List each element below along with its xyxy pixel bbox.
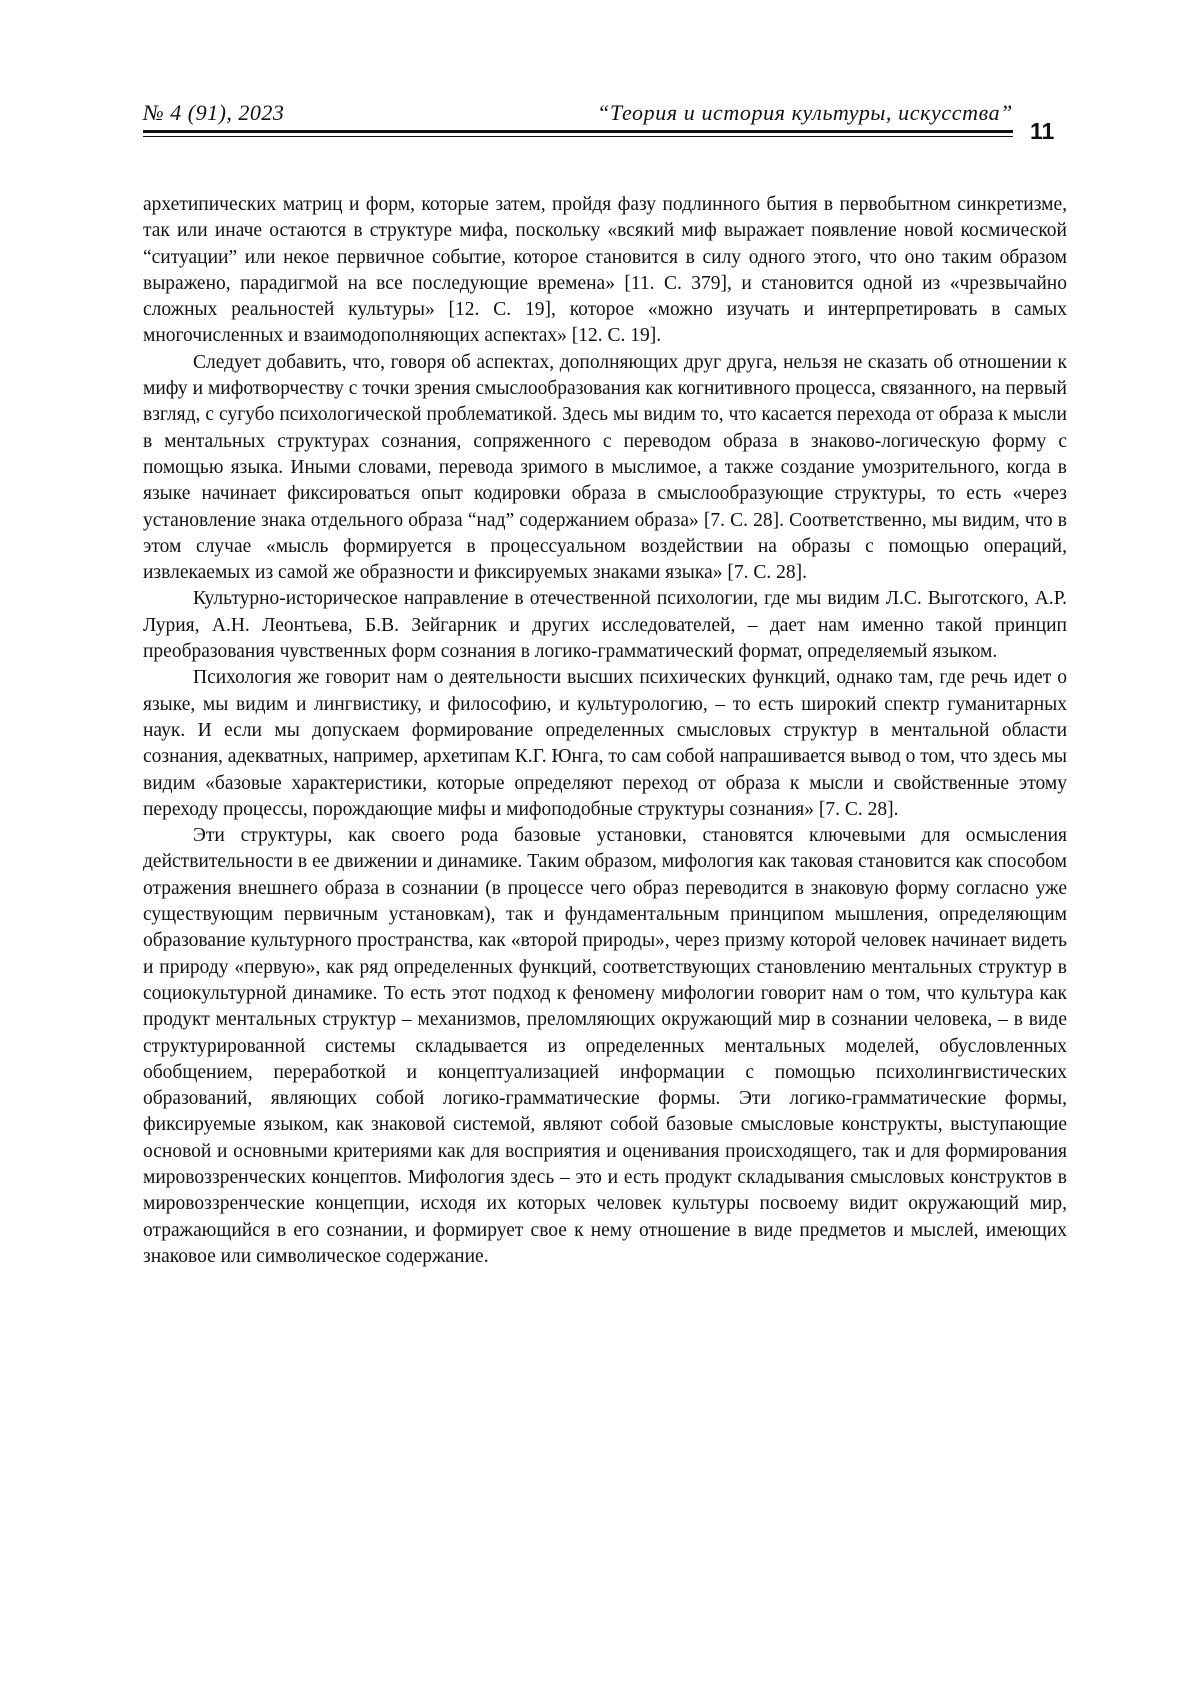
journal-title: “Теория и история культуры, искусства” — [597, 100, 1013, 126]
paragraph-3: Культурно-историческое направление в отечественной психологии, где мы видим Л.С. Выготского, А.Р. Лурия, А.Н. Леонтьева, Б.В. Зейгарник и других исследователей, – дает нам именно такой принцип преобразования чувственных форм сознания в логико-грамматический формат, определяемый языком. — [143, 586, 1067, 665]
header-rule-thin — [143, 136, 1013, 137]
page-number: 11 — [1030, 118, 1054, 145]
paragraph-4: Психология же говорит нам о деятельности высших психических функций, однако там, где речь идет о языке, мы видим и лингвистику, и философию, и культурологию, – то есть широкий спектр гуманитарных наук. И если мы допускаем формирование определенных смысловых структур в ментальной области сознания, адекватных, например, архетипам К.Г. Юнга, то сам собой напрашивается вывод о том, что здесь мы видим «базовые характеристики, которые определяют переход от образа к мысли и свойственные этому переходу процессы, порождающие мифы и мифоподобные структуры сознания» [7. С. 28]. — [143, 665, 1067, 823]
paragraph-5: Эти структуры, как своего рода базовые установки, становятся ключевыми для осмысления действительности в ее движении и динамике. Таким образом, мифология как таковая становится как способом отражения внешнего образа в сознании (в процессе чего образ переводится в знаковую форму согласно уже существующим первичным установкам), так и фундаментальным принципом мышления, определяющим образование культурного пространства, как «второй природы», через призму которой человек начинает видеть и природу «первую», как ряд определенных функций, соответствующих становлению ментальных структур в социокультурной динамике. То есть этот подход к феномену мифологии говорит нам о том, что культура как продукт ментальных структур – механизмов, преломляющих окружающий мир в сознании человека, – в виде структурированной системы складывается из определенных ментальных моделей, обусловленных обобщением, переработкой и концептуализацией информации с помощью психолингвистических образований, являющих собой логико-грамматические формы. Эти логико-грамматические формы, фиксируемые языком, как знаковой системой, являют собой базовые смысловые конструкты, выступающие основой и основными критериями как для восприятия и оценивания происходящего, так и для формирования мировоззренческих концептов. Мифология здесь – это и есть продукт складывания смысловых конструктов в мировоззренческие концепции, исходя их которых человек культуры посвоему видит окружающий мир, отражающийся в его сознании, и формирует свое к нему отношение в виде предметов и мыслей, имеющих знаковое или символическое содержание. — [143, 823, 1067, 1270]
issue-number: № 4 (91), 2023 — [143, 100, 284, 126]
paragraph-2: Следует добавить, что, говоря об аспектах, дополняющих друг друга, нельзя не сказать об отношении к мифу и мифотворчеству с точки зрения смыслообразования как когнитивного процесса, связанного, на первый взгляд, с сугубо психологической проблематикой. Здесь мы видим то, что касается перехода от образа к мысли в ментальных структурах сознания, сопряженного с переводом образа в знаково-логическую форму с помощью языка. Иными словами, перевода зримого в мыслимое, а также создание умозрительного, когда в языке начинает фиксироваться опыт кодировки образа в смыслообразующие структуры, то есть «через установление знака отдельного образа “над” содержанием образа» [7. С. 28]. Соответственно, мы видим, что в этом случае «мысль формируется в процессуальном воздействии на образы с помощью операций, извлекаемых из самой же образности и фиксируемых знаками языка» [7. С. 28]. — [143, 350, 1067, 587]
running-header — [143, 96, 1013, 140]
paragraph-1: архетипических матриц и форм, которые затем, пройдя фазу подлинного бытия в первобытном синкретизме, так или иначе остаются в структуре мифа, поскольку «всякий миф выражает появление новой космической “ситуации” или некое первичное событие, которое становится в силу одного этого, что оно таким образом выражено, парадигмой на все последующие времена» [11. С. 379], и становится одной из «чрезвычайно сложных реальностей культуры» [12. С. 19], которое «можно изучать и интерпретировать в самых многочисленных и взаимодополняющих аспектах» [12. С. 19]. — [143, 192, 1067, 350]
header-rule-thick — [143, 130, 1013, 133]
article-body — [143, 192, 1067, 1270]
